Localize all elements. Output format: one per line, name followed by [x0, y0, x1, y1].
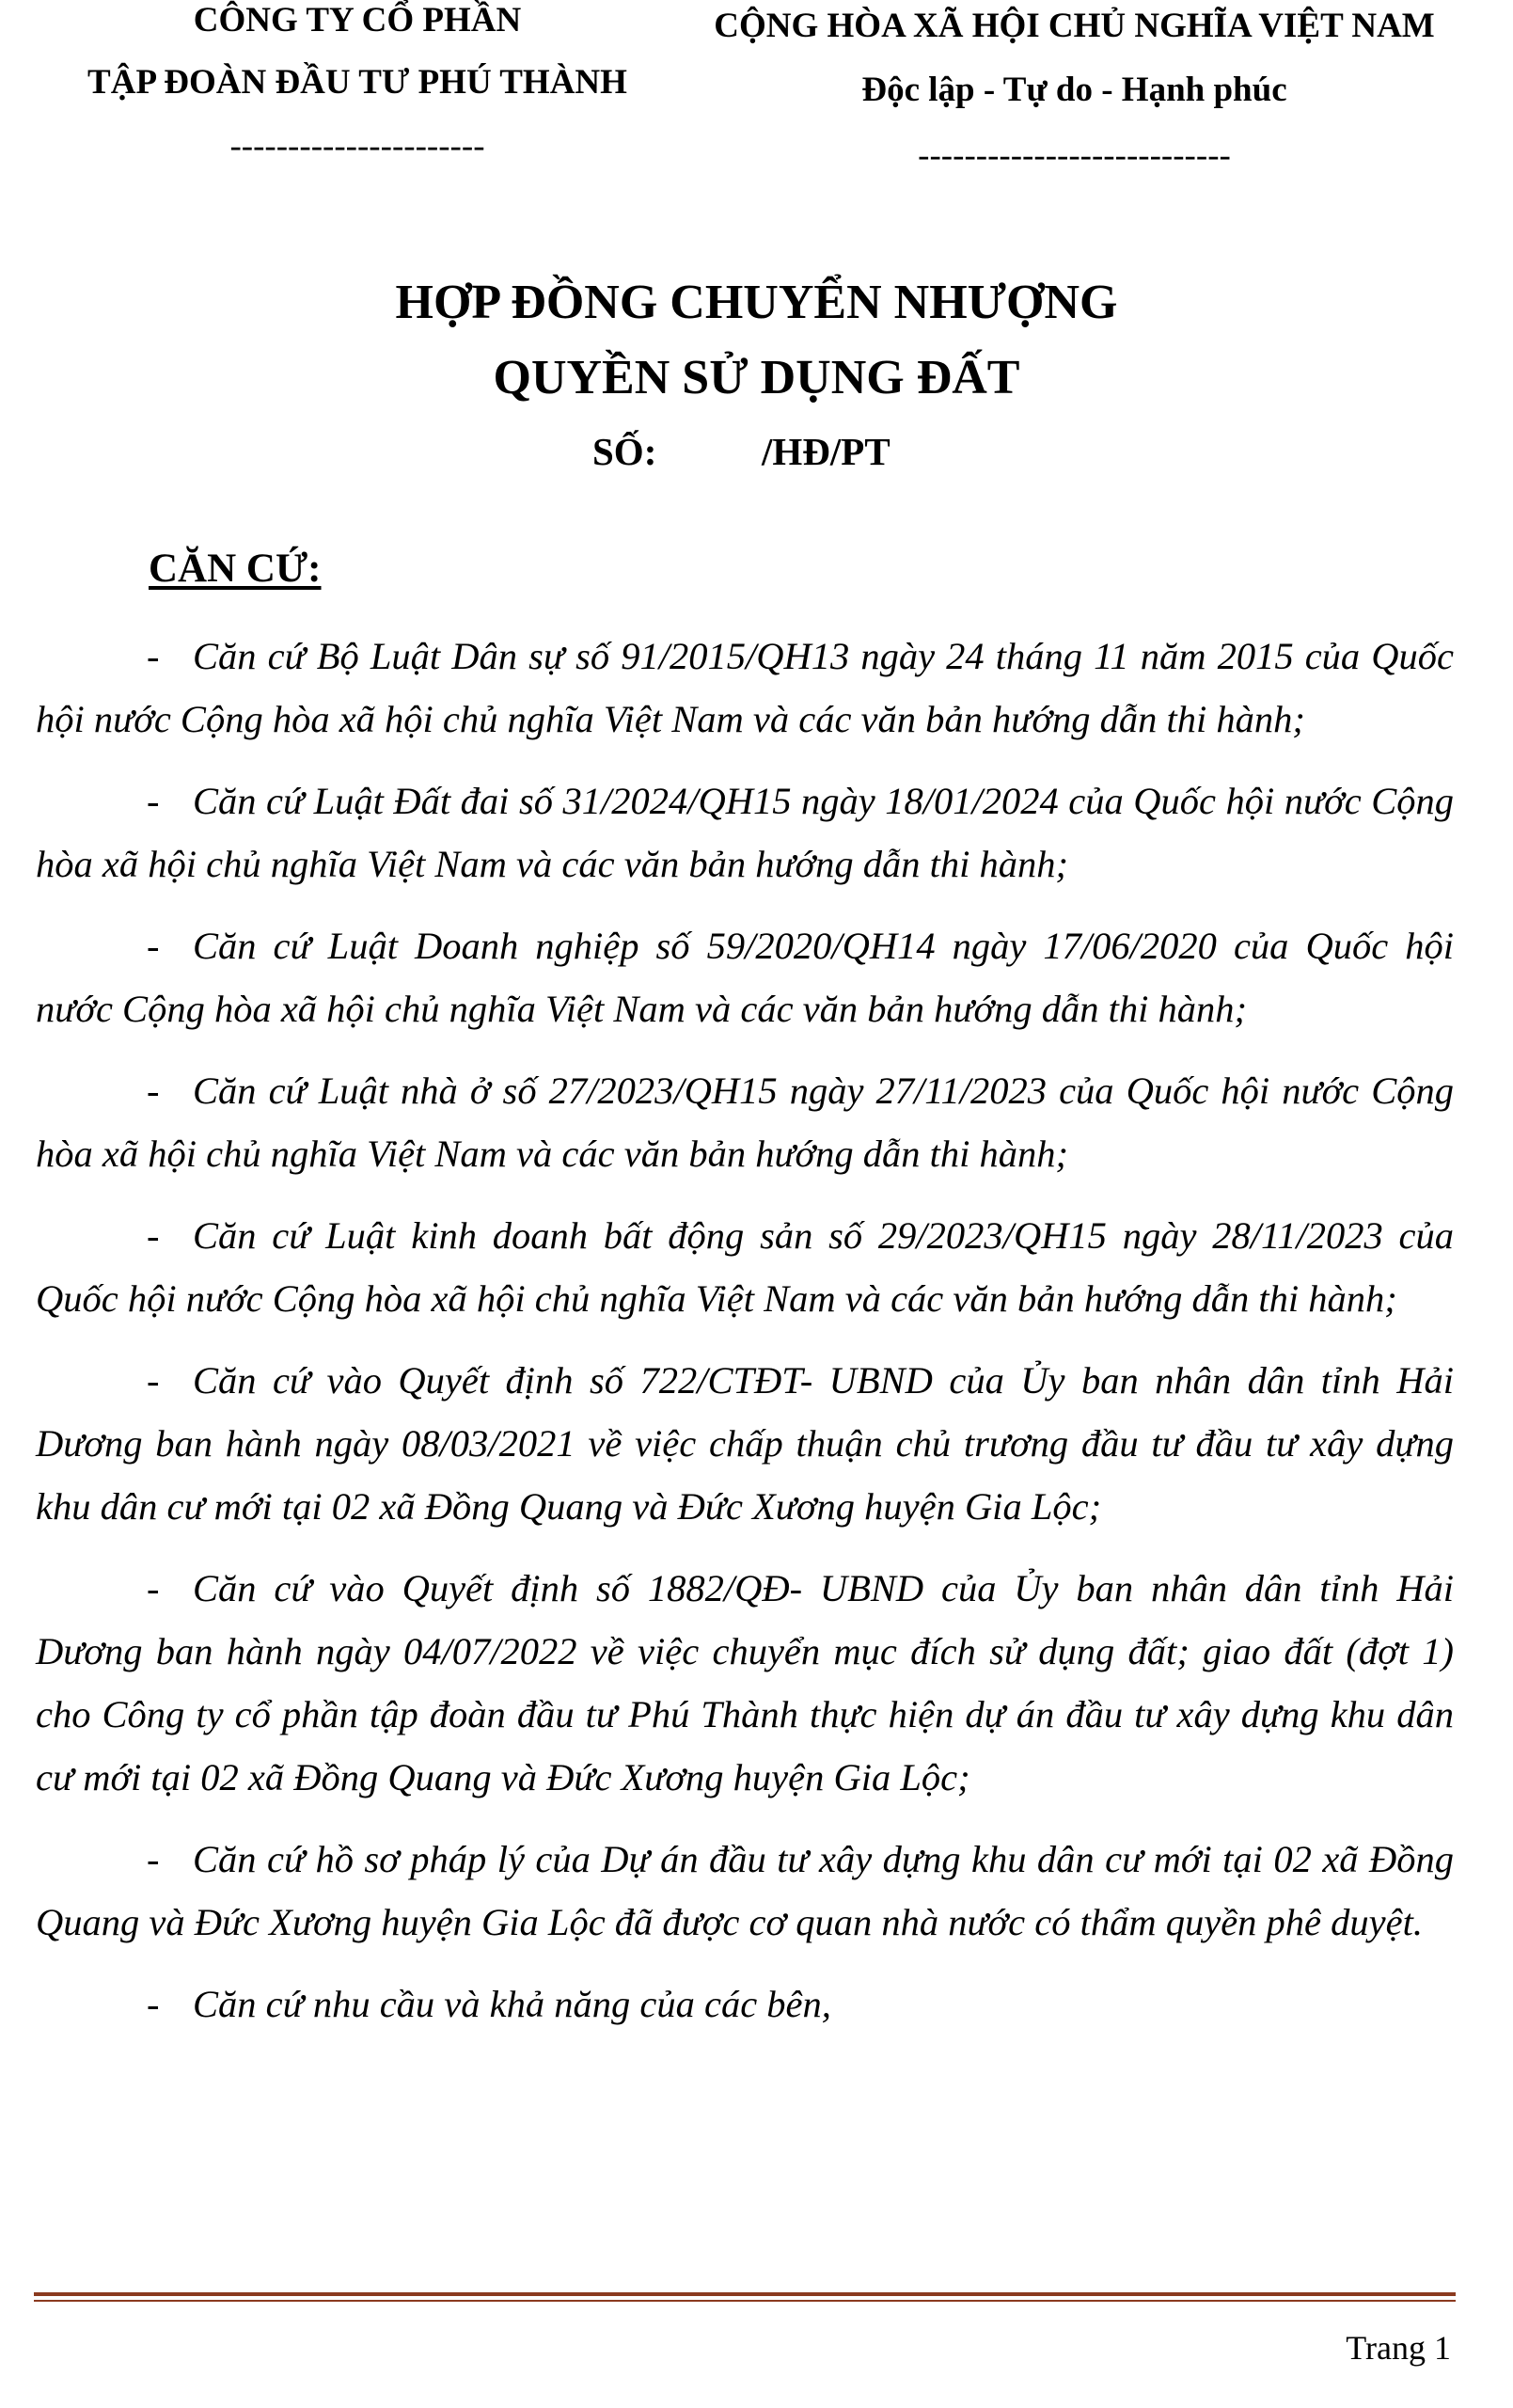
country-name: CỘNG HÒA XÃ HỘI CHỦ NGHĨA VIỆT NAM [714, 7, 1435, 45]
footer-rule [34, 2292, 1456, 2296]
basis-item-text: Căn cứ vào Quyết định số 1882/QĐ- UBND của Ủy ban nhân dân tỉnh Hải Dương ban hành ngày 04/07/2022 về việc chuyển mục đích sử dụng đất; giao đất (đợt 1) cho Công ty cổ phần tập đoàn đầu tư Phú Thành thực hiện dự án đầu tư xây dựng khu dân cư mới tại 02 xã Đồng Quang và Đức Xương huyện Gia Lộc; [36, 1567, 1454, 1798]
list-dash: - [147, 1214, 160, 1257]
contract-number-suffix: /HĐ/PT [762, 430, 890, 473]
contract-subtitle: QUYỀN SỬ DỤNG ĐẤT [493, 351, 1020, 404]
basis-item-text: Căn cứ hồ sơ pháp lý của Dự án đầu tư xây dựng khu dân cư mới tại 02 xã Đồng Quang và Đức Xương huyện Gia Lộc đã được cơ quan nhà nước có thẩm quyền phê duyệt. [36, 1838, 1454, 1943]
basis-item [36, 1972, 1454, 2036]
basis-item [36, 1828, 1454, 1954]
list-dash: - [147, 1069, 160, 1112]
list-dash: - [147, 1838, 160, 1880]
list-dash: - [147, 635, 160, 677]
basis-item [36, 1059, 1454, 1185]
basis-item [36, 1204, 1454, 1330]
footer-rule-thin [34, 2300, 1456, 2302]
list-dash: - [147, 1359, 160, 1402]
basis-heading: CĂN CỨ: [149, 547, 322, 591]
list-dash: - [147, 1567, 160, 1609]
contract-number-label: SỐ: [592, 430, 657, 473]
list-dash: - [147, 925, 160, 967]
basis-item [36, 625, 1454, 751]
basis-item-text: Căn cứ nhu cầu và khả năng của các bên, [193, 1983, 831, 2025]
contract-number [592, 429, 890, 474]
basis-item-text: Căn cứ Luật kinh doanh bất động sản số 29/2023/QH15 ngày 28/11/2023 của Quốc hội nước Cộng hòa xã hội chủ nghĩa Việt Nam và các văn bản hướng dẫn thi hành; [36, 1214, 1454, 1320]
basis-item [36, 1557, 1454, 1809]
company-type: CÔNG TY CỔ PHẦN [193, 1, 522, 40]
company-name: TẬP ĐOÀN ĐẦU TƯ PHÚ THÀNH [87, 63, 627, 102]
list-dash: - [147, 1983, 160, 2025]
basis-item [36, 1349, 1454, 1538]
company-separator: ---------------------- [229, 127, 485, 166]
basis-item-text: Căn cứ Bộ Luật Dân sự số 91/2015/QH13 ngày 24 tháng 11 năm 2015 của Quốc hội nước Cộng hòa xã hội chủ nghĩa Việt Nam và các văn bản hướng dẫn thi hành; [36, 635, 1454, 740]
contract-title: HỢP ĐỒNG CHUYỂN NHƯỢNG [395, 276, 1118, 329]
national-separator: --------------------------- [918, 136, 1231, 175]
page-number: Trang 1 [1346, 2329, 1451, 2367]
basis-item-text: Căn cứ Luật nhà ở số 27/2023/QH15 ngày 27/11/2023 của Quốc hội nước Cộng hòa xã hội chủ nghĩa Việt Nam và các văn bản hướng dẫn thi hành; [36, 1069, 1454, 1175]
basis-item-text: Căn cứ Luật Doanh nghiệp số 59/2020/QH14 ngày 17/06/2020 của Quốc hội nước Cộng hòa xã hội chủ nghĩa Việt Nam và các văn bản hướng dẫn thi hành; [36, 925, 1454, 1030]
basis-item-text: Căn cứ vào Quyết định số 722/CTĐT- UBND của Ủy ban nhân dân tỉnh Hải Dương ban hành ngày 08/03/2021 về việc chấp thuận chủ trương đầu tư đầu tư xây dựng khu dân cư mới tại 02 xã Đồng Quang và Đức Xương huyện Gia Lộc; [36, 1359, 1454, 1528]
basis-item-text: Căn cứ Luật Đất đai số 31/2024/QH15 ngày 18/01/2024 của Quốc hội nước Cộng hòa xã hội chủ nghĩa Việt Nam và các văn bản hướng dẫn thi hành; [36, 780, 1454, 885]
basis-list [36, 625, 1454, 2054]
list-dash: - [147, 780, 160, 822]
basis-item [36, 914, 1454, 1040]
basis-item [36, 769, 1454, 895]
national-motto: Độc lập - Tự do - Hạnh phúc [861, 71, 1287, 109]
